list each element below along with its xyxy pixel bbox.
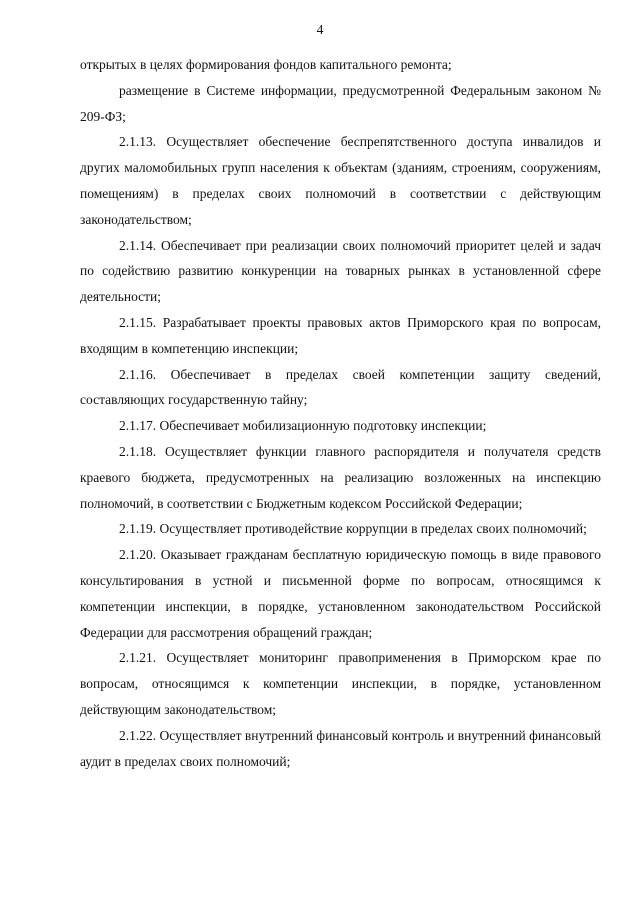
paragraph-placement: размещение в Системе информации, предусмотренной Федеральным законом № 209-ФЗ;: [80, 82, 601, 124]
paragraph-2-1-19: 2.1.19. Осуществляет противодействие коррупции в пределах своих полномочий;: [119, 521, 587, 537]
paragraph-2-1-18: 2.1.18. Осуществляет функции главного распорядителя и получателя средств краевого бюджета, предусмотренных на реализацию возложенных на инспекцию полномочий, в соответствии с Бюджетным кодексом Российской Федерации;: [80, 443, 601, 511]
document-body: [80, 52, 601, 774]
paragraph-2-1-15: 2.1.15. Разрабатывает проекты правовых актов Приморского края по вопросам, входящим в компетенцию инспекции;: [80, 314, 601, 356]
paragraph-continuation: открытых в целях формирования фондов капитального ремонта;: [80, 57, 452, 72]
paragraph-2-1-21: 2.1.21. Осуществляет мониторинг правоприменения в Приморском крае по вопросам, относящимся к компетенции инспекции, в порядке, установленном действующим законодательством;: [80, 650, 601, 717]
paragraph-2-1-17: 2.1.17. Обеспечивает мобилизационную подготовку инспекции;: [119, 418, 487, 434]
paragraph-2-1-20: 2.1.20. Оказывает гражданам бесплатную юридическую помощь в виде правового консультирования в устной и письменной форме по вопросам, относящимся к компетенции инспекции, в порядке, установленном законодательством Российской Федерации для рассмотрения обращений граждан;: [80, 547, 601, 640]
paragraph-2-1-13: 2.1.13. Осуществляет обеспечение беспрепятственного доступа инвалидов и других маломобильных групп населения к объектам (зданиям, строениям, сооружениям, помещениям) в пределах своих полномочий в соответствии с действующим законодательством;: [80, 134, 601, 227]
paragraph-2-1-14: 2.1.14. Обеспечивает при реализации своих полномочий приоритет целей и задач по содействию развитию конкуренции на товарных рынках в установленной сфере деятельности;: [80, 237, 601, 305]
page-number: 4: [316, 22, 324, 37]
paragraph-2-1-16: 2.1.16. Обеспечивает в пределах своей компетенции защиту сведений, составляющих государственную тайну;: [80, 366, 601, 408]
paragraph-2-1-22: 2.1.22. Осуществляет внутренний финансовый контроль и внутренний финансовый аудит в пределах своих полномочий;: [80, 727, 601, 769]
